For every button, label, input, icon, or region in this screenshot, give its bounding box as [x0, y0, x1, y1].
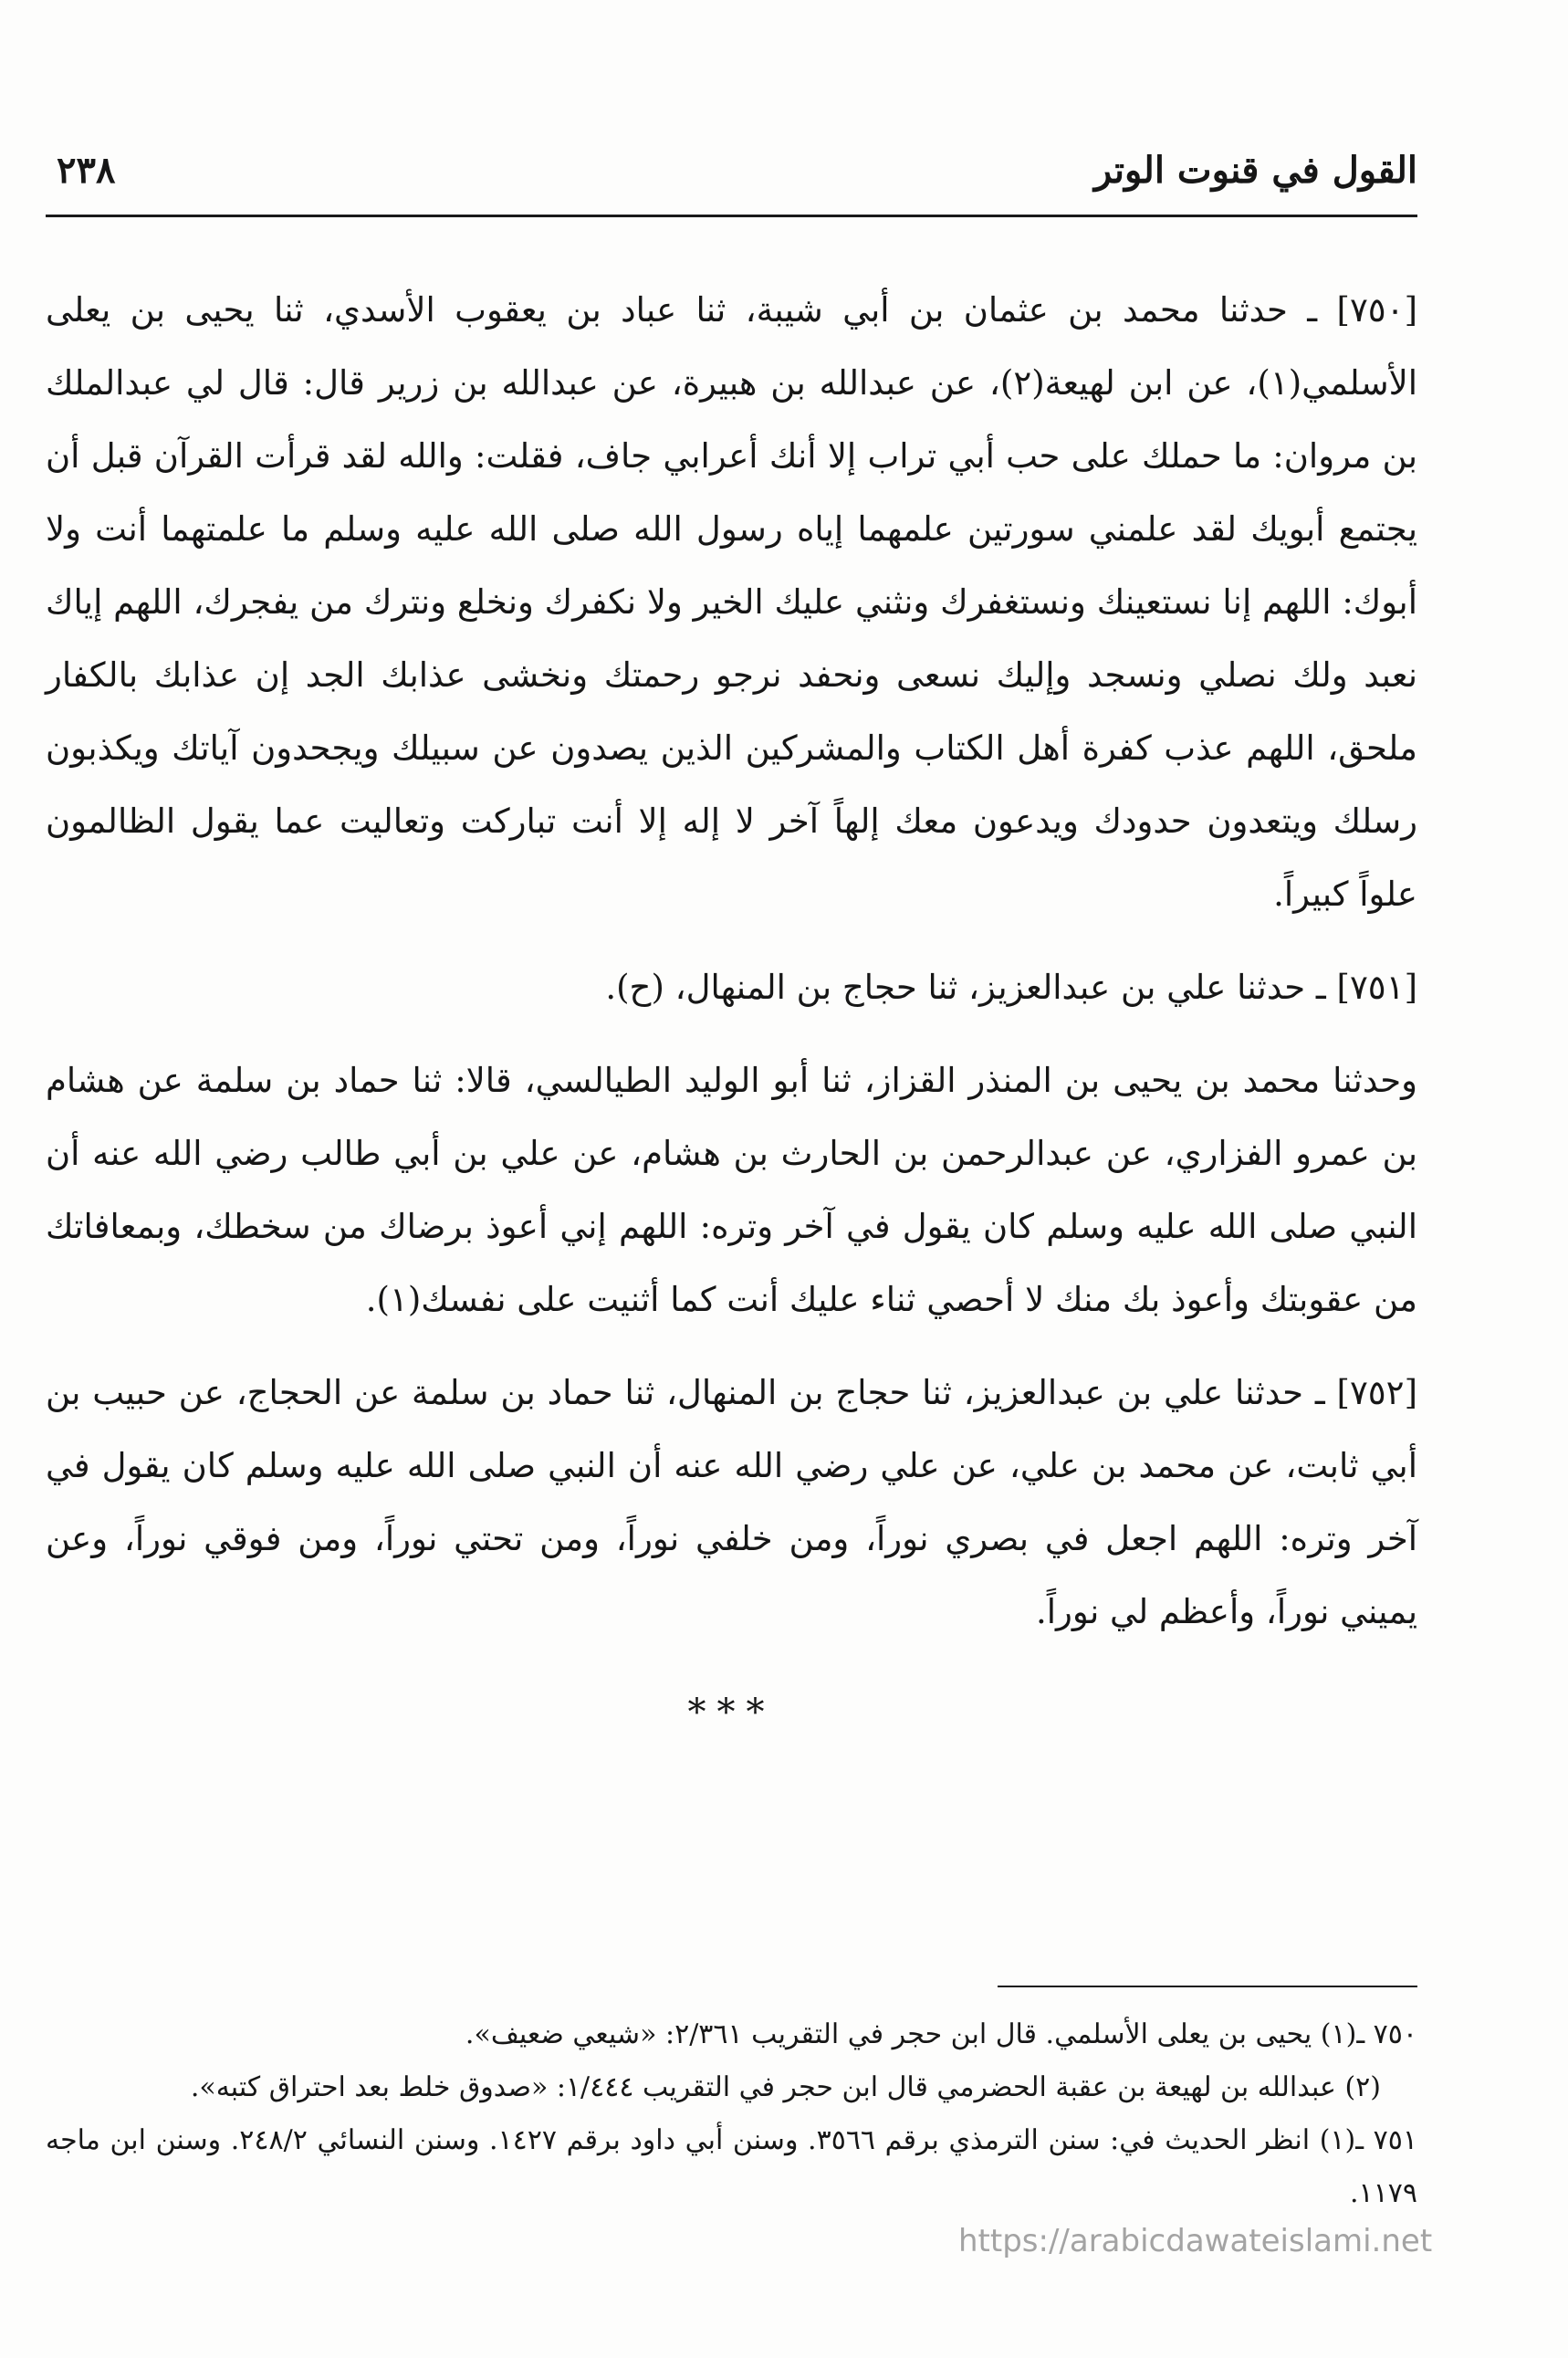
page-header — [46, 141, 1417, 217]
footnote-divider — [998, 1986, 1417, 1987]
footnote-751-1: ٧٥١ ـ(١) انظر الحديث في: سنن الترمذي برقم ٣٥٦٦. وسنن أبي داود برقم ١٤٢٧. وسنن النسائي ٢٤٨/٢. وسنن ابن ماجه ١١٧٩. — [46, 2124, 1417, 2209]
page-number: ٢٣٨ — [57, 149, 116, 192]
running-title: القول في قنوت الوتر — [1093, 149, 1417, 192]
hadith-751: [٧٥١] ـ حدثنا علي بن عبدالعزيز، ثنا حجاج بن المنهال، (ح). — [605, 968, 1417, 1007]
footnote-750-2: (٢) عبدالله بن لهيعة بن عقبة الحضرمي قال ابن حجر في التقريب ١/٤٤٤: «صدوق خلط بعد احتراق كتبه». — [190, 2071, 1381, 2103]
hadith-752: [٧٥٢] ـ حدثنا علي بن عبدالعزيز، ثنا حجاج بن المنهال، ثنا حماد بن سلمة عن الحجاج، عن حبيب بن أبي ثابت، عن محمد بن علي، عن علي رضي الله عنه أن النبي صلى الله عليه وسلم كان يقول في آخر وتره: اللهم اجعل في بصري نوراً، ومن خلفي نوراً، ومن تحتي نوراً، ومن فوقي نوراً، وعن يميني نوراً، وأعظم لي نوراً. — [46, 1373, 1417, 1631]
hadith-751-chain: وحدثنا محمد بن يحيى بن المنذر القزاز، ثنا أبو الوليد الطيالسي، قالا: ثنا حماد بن سلمة عن هشام بن عمرو الفزاري، عن عبدالرحمن بن الحارث بن هشام، عن علي بن أبي طالب رضي الله عنه أن النبي صلى الله عليه وسلم كان يقول في آخر وتره: اللهم إني أعوذ برضاك من سخطك، وبمعافاتك من عقوبتك وأعوذ بك منك لا أحصي ثناء عليك أنت كما أثنيت على نفسك(١). — [46, 1061, 1417, 1319]
section-separator: *** — [687, 1692, 776, 1734]
watermark-url: https://arabicdawateislami.net — [958, 2223, 1433, 2259]
footnote-750-1: ٧٥٠ ـ(١) يحيى بن يعلى الأسلمي. قال ابن حجر في التقريب ٢/٣٦١: «شيعي ضعيف». — [465, 2018, 1417, 2050]
main-text — [46, 274, 1417, 1749]
hadith-750: [٧٥٠] ـ حدثنا محمد بن عثمان بن أبي شيبة، ثنا عباد بن يعقوب الأسدي، ثنا يحيى بن يعلى الأسلمي(١)، عن ابن لهيعة(٢)، عن عبدالله بن هبيرة، عن عبدالله بن زرير قال: قال لي عبدالملك بن مروان: ما حملك على حب أبي تراب إلا أنك أعرابي جاف، فقلت: والله لقد قرأت القرآن قبل أن يجتمع أبويك لقد علمني سورتين علمهما إياه رسول الله صلى الله عليه وسلم ما علمتهما أنت ولا أبوك: اللهم إنا نستعينك ونستغفرك ونثني عليك الخير ولا نكفرك ونخلع ونترك من يفجرك، اللهم إياك نعبد ولك نصلي ونسجد وإليك نسعى ونحفد نرجو رحمتك ونخشى عذابك الجد إن عذابك بالكفار ملحق، اللهم عذب كفرة أهل الكتاب والمشركين الذين يصدون عن سبيلك ويجحدون آياتك ويكذبون رسلك ويتعدون حدودك ويدعون معك إلهاً آخر لا إله إلا أنت تباركت وتعاليت عما يقول الظالمون علواً كبيراً. — [46, 290, 1417, 914]
footnotes — [46, 2008, 1417, 2220]
